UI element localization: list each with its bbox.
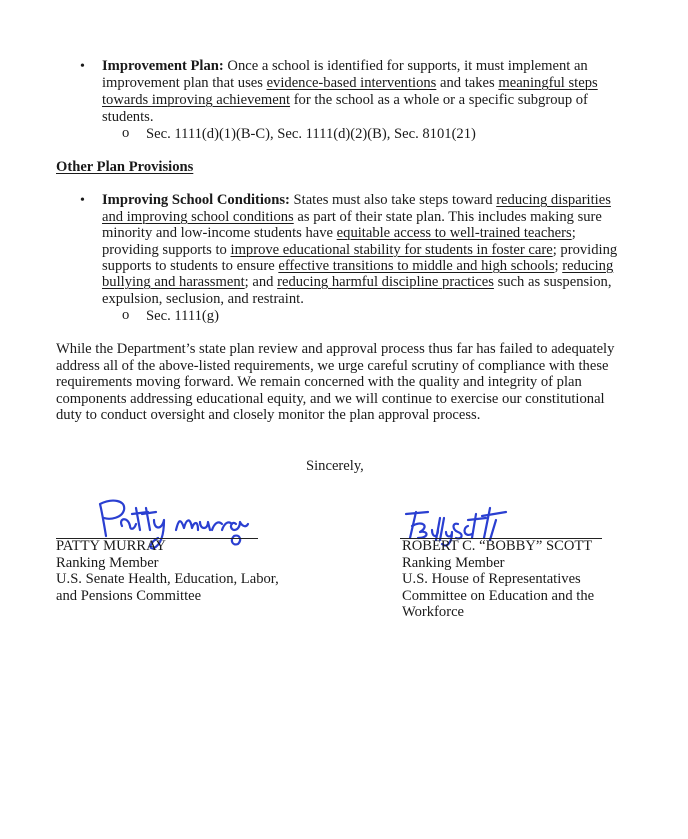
sign-off: Sincerely, [306,458,364,474]
underlined-phrase: equitable access to well-trained teachers [336,225,572,241]
signatory-title: Ranking Member [56,554,159,571]
text-run: and takes [436,75,499,91]
section-heading: Other Plan Provisions [56,159,194,175]
text-run: ; and [244,274,278,290]
text-run: States must also take steps toward [289,192,497,208]
underlined-phrase: reducing harmful discipline practices [277,274,494,290]
underlined-phrase: evidence-based interventions [266,75,437,91]
signatory-org-line: Committee on Education and the [402,587,595,604]
signatory-title: Ranking Member [402,554,505,571]
underlined-phrase: improve educational stability for students in foster care [230,242,553,258]
paragraph-line: address all of the above-listed requirements, we urge careful scrutiny of compliance with these [56,357,609,374]
signatory-org-line: U.S. Senate Health, Education, Labor, [56,571,279,588]
text-run: as part of their state plan. This includes making sure [293,209,602,225]
school-conditions-line-5 [102,258,613,275]
paragraph-line: duty to conduct oversight and closely monitor the plan approval process. [56,407,481,424]
underlined-phrase: and improving school conditions [102,209,294,225]
signatory-block-murray [56,538,279,604]
paragraph-line: requirements moving forward. We remain concerned with the quality and integrity of plan [56,374,582,391]
paragraph-line: While the Department’s state plan review and approval process thus far has failed to adequately [56,341,615,357]
text-run: ; [554,258,563,274]
signatory-name: PATTY MURRAY [56,538,166,554]
underlined-phrase: meaningful steps [498,75,598,91]
text-run: ; providing [552,242,618,258]
underlined-phrase: reducing [562,258,614,274]
improvement-plan-line-2 [102,75,598,92]
school-conditions-line-3 [102,225,576,242]
text-run: such as suspension, [493,274,612,290]
closing-paragraph [56,341,656,424]
improvement-plan-citation: Sec. 1111(d)(1)(B-C), Sec. 1111(d)(2)(B), Sec. 8101(21) [146,126,476,142]
underlined-phrase: reducing disparities [496,192,611,208]
bullet-marker: • [80,193,85,208]
improvement-plan-label: Improvement Plan: [102,58,224,74]
improvement-plan-line-3 [102,92,588,109]
text-run: Once a school is identified for supports, it must implement an [223,58,588,74]
signatory-org-line: Workforce [402,604,465,621]
signatory-org-line: U.S. House of Representatives [402,571,581,588]
improvement-plan-line-4: students. [102,109,154,125]
sub-bullet-marker: o [122,307,130,323]
school-conditions-citation: Sec. 1111(g) [146,308,219,324]
school-conditions-label: Improving School Conditions: [102,192,290,208]
signatory-org-line: and Pensions Committee [56,587,202,604]
bullet-marker: • [80,59,85,74]
text-run: minority and low-income students have [102,225,337,241]
paragraph-line: components addressing educational equity, and we will continue to exercise our constitutional [56,390,605,407]
underlined-phrase: effective transitions to middle and high schools [278,258,555,274]
school-conditions-line-6 [102,274,611,291]
text-run: providing supports to [102,242,231,258]
text-run: supports to students to ensure [102,258,279,274]
school-conditions-line-7: expulsion, seclusion, and restraint. [102,291,304,307]
signatory-block-scott [402,538,594,621]
text-run: for the school as a whole or a specific subgroup of [290,92,588,108]
underlined-phrase: towards improving achievement [102,92,291,108]
text-run: improvement plan that uses [102,75,267,91]
text-run: ; [571,225,576,241]
school-conditions-line-4 [102,242,617,259]
signatory-name: ROBERT C. “BOBBY” SCOTT [402,538,593,554]
school-conditions-line-2 [102,209,602,226]
sub-bullet-marker: o [122,125,130,141]
school-conditions-line-1 [102,192,611,209]
underlined-phrase: bullying and harassment [102,274,245,290]
improvement-plan-line-1 [102,58,588,75]
